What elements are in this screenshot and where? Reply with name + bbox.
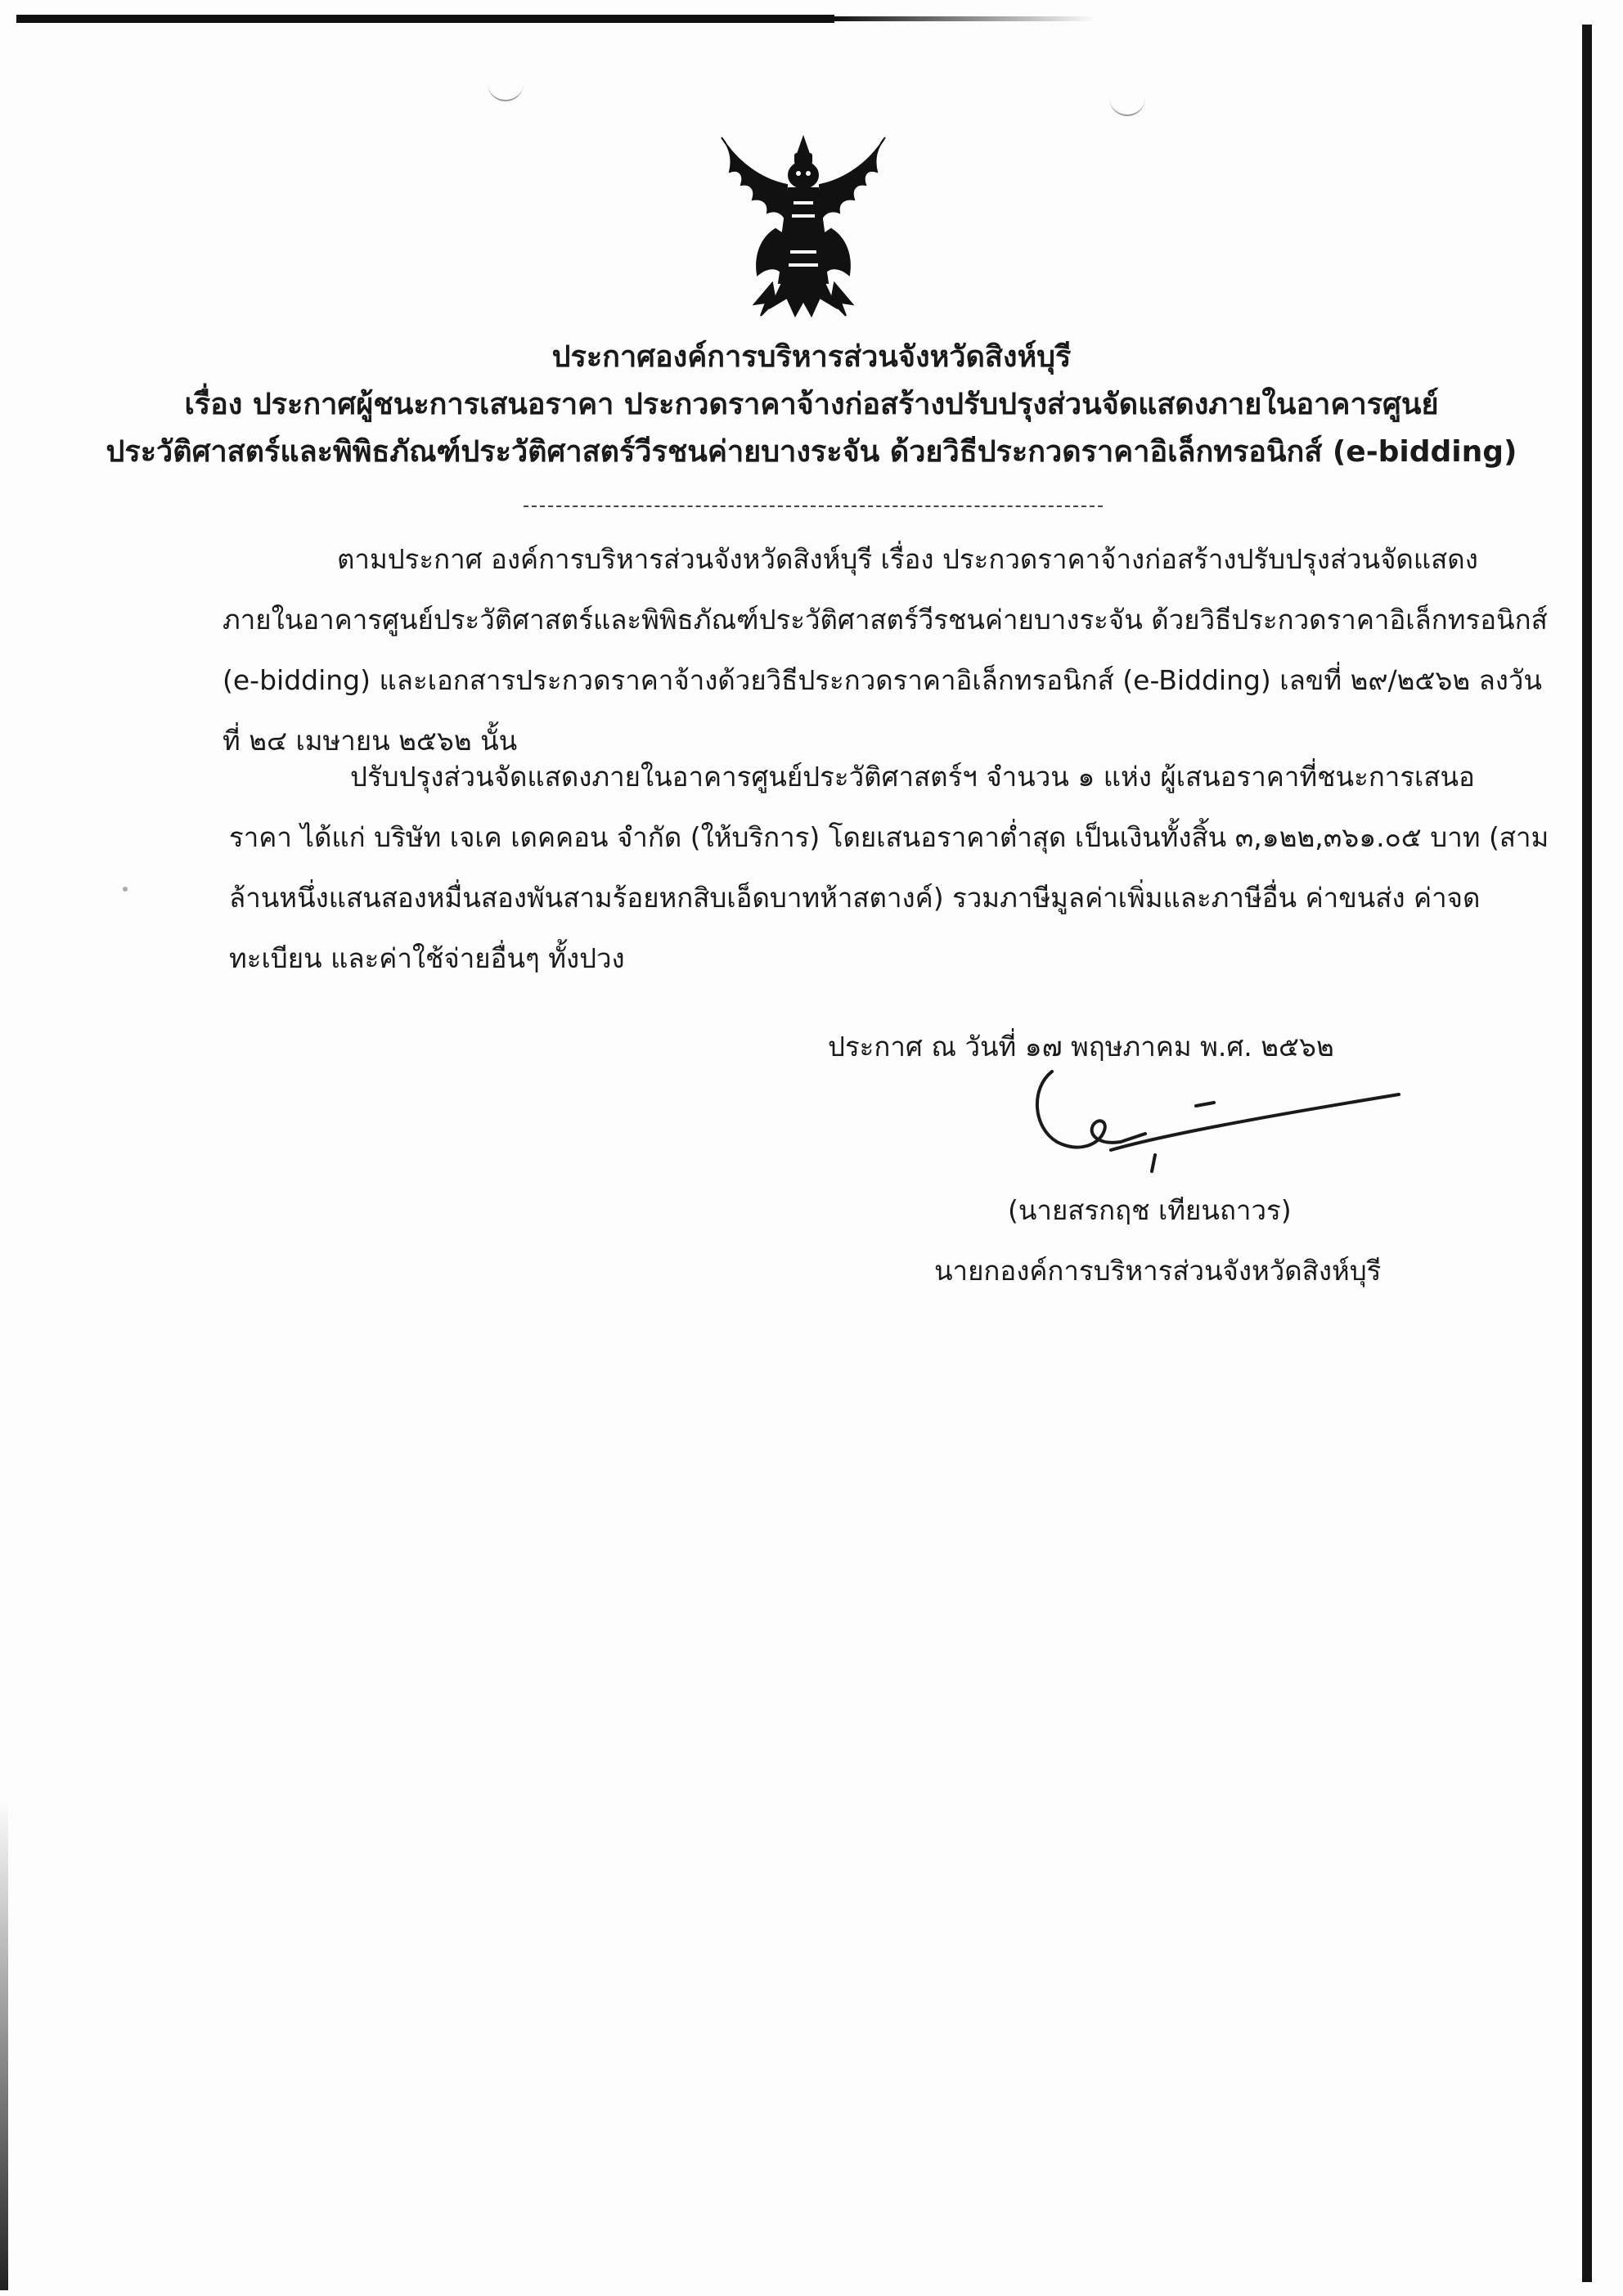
- punch-hole-mark-left: [488, 82, 524, 101]
- punch-hole-mark-right: [1109, 97, 1145, 116]
- signer-name: (นายสรกฤช เทียนถาวร): [1008, 1194, 1292, 1226]
- heading-divider: [524, 505, 1103, 507]
- paragraph-1-line-2: ภายในอาคารศูนย์ประวัติศาสตร์และพิพิธภัณฑ์ประวัติศาสตร์วีรชนค่ายบางระจัน ด้วยวิธีประกวดราคาอิเล็กทรอนิกส์: [223, 604, 1548, 636]
- scan-edge-left: [0, 1800, 8, 2290]
- scan-speck: [123, 887, 128, 892]
- paragraph-2-line-3: ล้านหนึ่งแสนสองหมื่นสองพันสามร้อยหกสิบเอ็ดบาทห้าสตางค์) รวมภาษีมูลค่าเพิ่มและภาษีอื่น ค่าขนส่ง ค่าจด: [229, 882, 1481, 914]
- announcement-date: ประกาศ ณ วันที่ ๑๗ พฤษภาคม พ.ศ. ๒๕๖๒: [828, 1031, 1334, 1063]
- garuda-emblem-icon: [697, 123, 910, 327]
- announcement-title: ประกาศองค์การบริหารส่วนจังหวัดสิงห์บุรี: [551, 340, 1072, 374]
- announcement-subject-line-1: เรื่อง ประกาศผู้ชนะการเสนอราคา ประกวดราคาจ้างก่อสร้างปรับปรุงส่วนจัดแสดงภายในอาคารศูนย์: [184, 388, 1439, 421]
- paragraph-1-line-3: (e-bidding) และเอกสารประกวดราคาจ้างด้วยวิธีประกวดราคาอิเล็กทรอนิกส์ (e-Bidding) เลขที่ ๒๙/๒๕๖๒ ลงวัน: [223, 664, 1542, 696]
- paragraph-2-line-1: ปรับปรุงส่วนจัดแสดงภายในอาคารศูนย์ประวัติศาสตร์ฯ จำนวน ๑ แห่ง ผู้เสนอราคาที่ชนะการเสนอ: [350, 761, 1475, 793]
- paragraph-1-line-1: ตามประกาศ องค์การบริหารส่วนจังหวัดสิงห์บุรี เรื่อง ประกวดราคาจ้างก่อสร้างปรับปรุงส่วนจัดแสดง: [337, 543, 1478, 575]
- paragraph-2-line-4: ทะเบียน และค่าใช้จ่ายอื่นๆ ทั้งปวง: [229, 942, 625, 974]
- paragraph-2-line-2: ราคา ได้แก่ บริษัท เจเค เดคคอน จำกัด (ให้บริการ) โดยเสนอราคาต่ำสุด เป็นเงินทั้งสิ้น ๓,๑๒๒,๓๖๑.๐๕ บาท (สาม: [229, 821, 1549, 853]
- paragraph-1-line-4: ที่ ๒๔ เมษายน ๒๕๖๒ นั้น: [223, 725, 518, 757]
- announcement-subject-line-2: ประวัติศาสตร์และพิพิธภัณฑ์ประวัติศาสตร์วีรชนค่ายบางระจัน ด้วยวิธีประกวดราคาอิเล็กทรอนิกส์ (e-bidding): [106, 435, 1517, 469]
- signer-position: นายกองค์การบริหารส่วนจังหวัดสิงห์บุรี: [934, 1255, 1382, 1287]
- handwritten-signature: [1014, 1063, 1407, 1186]
- scan-edge-top: [16, 15, 834, 23]
- scan-edge-top-fade: [834, 16, 1096, 21]
